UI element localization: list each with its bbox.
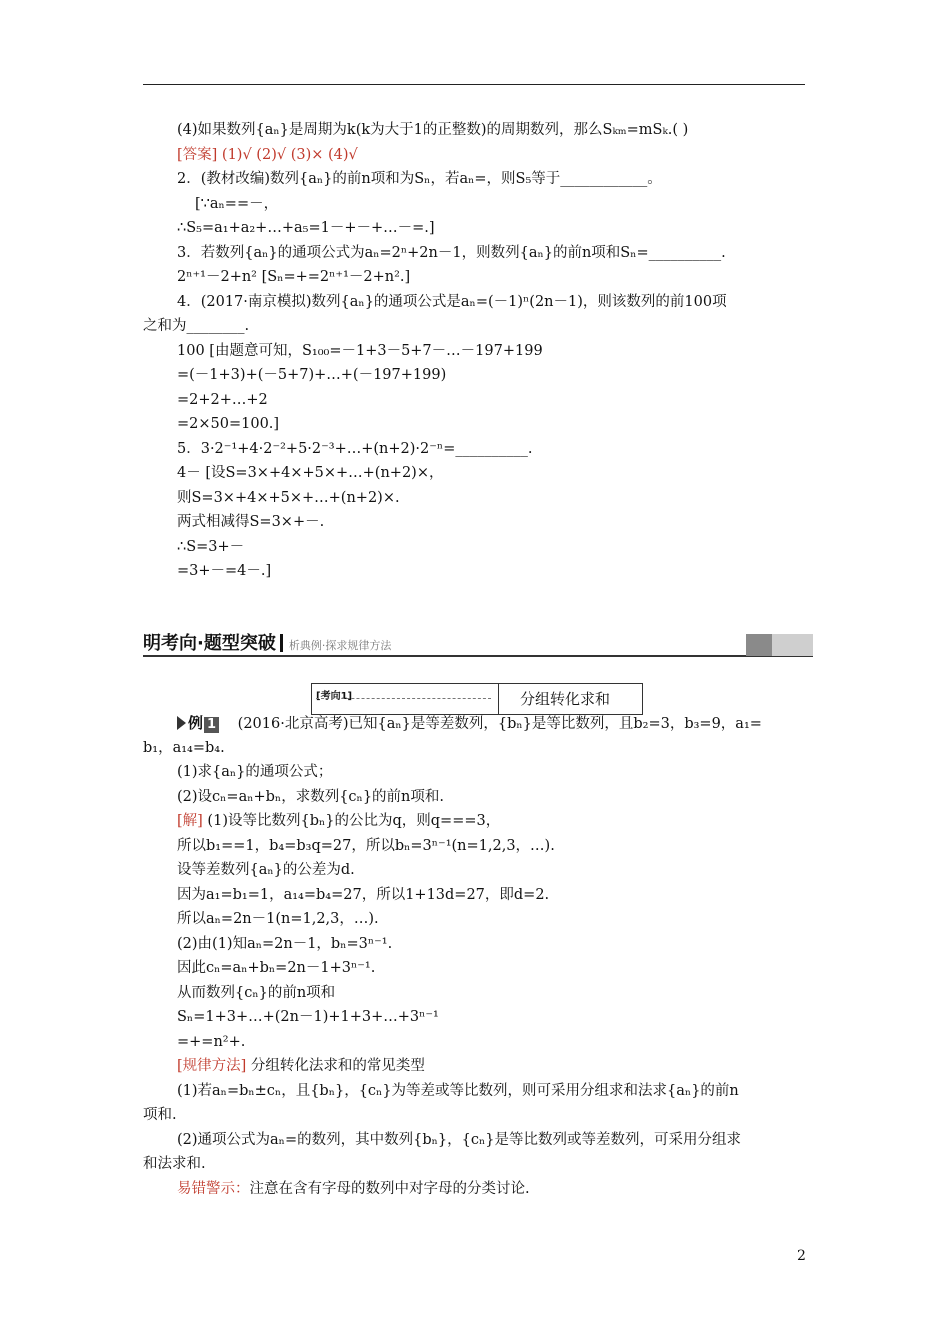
label-tag: [解]: [177, 813, 203, 829]
text-line: 3．若数列{aₙ}的通项公式为aₙ=2ⁿ+2n－1，则数列{aₙ}的前n项和Sₙ=__________.: [177, 244, 726, 261]
text-line: (2)通项公式为aₙ=的数列，其中数列{bₙ}，{cₙ}是等比数列或等差数列，可采用分组求: [177, 1131, 741, 1148]
exercise-block: [143, 118, 809, 584]
section-decor-light: [772, 634, 813, 656]
text-line: 则S=3×+4×+5×+…+(n+2)×.: [177, 489, 400, 506]
section-decor-dark: [746, 634, 772, 656]
section-subtitle: 析典例·探求规律方法: [288, 639, 392, 652]
text-line: (1)求{aₙ}的通项公式；: [177, 764, 333, 780]
kaoxiang-tag: [考向1]: [316, 691, 353, 702]
example-marker: [177, 711, 219, 736]
text-line: ∴S=3+－: [177, 538, 245, 555]
answer-line: [答案] (1)√ (2)√ (3)× (4)√: [177, 146, 358, 163]
example-block: [143, 711, 809, 1201]
text-line: (4)如果数列{aₙ}是周期为k(k为大于1的正整数)的周期数列，那么Sₖₘ=mSₖ.( ): [177, 122, 689, 138]
text-line: 4．(2017·南京模拟)数列{aₙ}的通项公式是aₙ=(－1)ⁿ(2n－1)，则该数列的前100项: [177, 293, 727, 310]
text-line: 2ⁿ⁺¹－2+n² [Sₙ=+=2ⁿ⁺¹－2+n².]: [177, 269, 411, 285]
section-underline: [143, 655, 813, 657]
text-line: 所以aₙ=2n－1(n=1,2,3，…).: [177, 911, 379, 927]
text-line: (1)若aₙ=bₙ±cₙ，且{bₙ}，{cₙ}为等差或等比数列，则可采用分组求和法求{aₙ}的前n: [177, 1082, 739, 1099]
text-line: ∴S₅=a₁+a₂+…+a₅=1－+－+…－=.]: [177, 220, 435, 236]
example-marker-text: 例: [188, 714, 204, 732]
text-line: 设等差数列{aₙ}的公差为d.: [177, 862, 355, 878]
text-line: (2016·北京高考)已知{aₙ}是等差数列，{bₙ}是等比数列，且b₂=3，b₃=9，a₁=: [237, 716, 762, 732]
text-line: b₁，a₁₄=b₄.: [143, 739, 225, 756]
text-line: 项和.: [143, 1107, 177, 1123]
text-line: 5．3·2⁻¹+4·2⁻²+5·2⁻³+…+(n+2)·2⁻ⁿ=__________.: [177, 440, 533, 457]
label-tag: [规律方法]: [177, 1058, 247, 1074]
text-line: =2+2+…+2: [177, 391, 268, 408]
text-line: 所以b₁==1，b₄=b₃q=27，所以bₙ=3ⁿ⁻¹(n=1,2,3，…).: [177, 837, 555, 854]
warning-line: 易错警示：注意在含有字母的数列中对字母的分类讨论.: [177, 1180, 530, 1197]
header-rule: [143, 84, 805, 85]
triangle-icon: [177, 716, 186, 730]
kaoxiang-divider: [498, 684, 499, 714]
section-separator: [280, 634, 283, 652]
kaoxiang-name: 分组转化求和: [520, 690, 611, 708]
label-tag: 易错警示：: [177, 1180, 250, 1197]
text-line: (2)由(1)知aₙ=2n－1，bₙ=3ⁿ⁻¹.: [177, 935, 393, 952]
section-title-text: 明考向·题型突破: [143, 633, 276, 654]
text-line: =2×50=100.]: [177, 416, 280, 432]
text-line: 100 [由题意可知，S₁₀₀=－1+3－5+7－…－197+199: [177, 342, 543, 359]
text-line: Sₙ=1+3+…+(2n－1)+1+3+…+3ⁿ⁻¹: [177, 1009, 439, 1025]
text-line: 因为a₁=b₁=1，a₁₄=b₄=27，所以1+13d=27，即d=2.: [177, 886, 550, 903]
section-header: [143, 632, 813, 658]
example-first-line: [143, 711, 809, 736]
text-line: 2．(教材改编)数列{aₙ}的前n项和为Sₙ，若aₙ=，则S₅等于____________。: [177, 171, 662, 187]
text-line: =+=n²+.: [177, 1033, 246, 1050]
text-line: =3+－=4－.]: [177, 563, 272, 579]
page-number: 2: [797, 1248, 806, 1264]
text-line: [∵aₙ==－，: [195, 195, 279, 212]
text-line: 因此cₙ=aₙ+bₙ=2n－1+3ⁿ⁻¹.: [177, 960, 376, 976]
text-line: 之和为________.: [143, 318, 250, 334]
solution-line: [解] (1)设等比数列{bₙ}的公比为q，则q===3，: [177, 813, 501, 829]
text-line: 4－ [设S=3×+4×+5×+…+(n+2)×，: [177, 465, 444, 481]
text-line: (2)设cₙ=aₙ+bₙ，求数列{cₙ}的前n项和.: [177, 788, 444, 805]
text-line: 从而数列{cₙ}的前n项和: [177, 984, 336, 1001]
text-line: 和法求和.: [143, 1156, 206, 1172]
kaoxiang-dash: [316, 698, 491, 699]
text-line: =(－1+3)+(－5+7)+…+(－197+199): [177, 367, 447, 383]
example-marker-num: 1: [204, 717, 219, 733]
text-line: 两式相减得S=3×+－.: [177, 514, 325, 530]
method-line: [规律方法] 分组转化法求和的常见类型: [177, 1058, 425, 1074]
